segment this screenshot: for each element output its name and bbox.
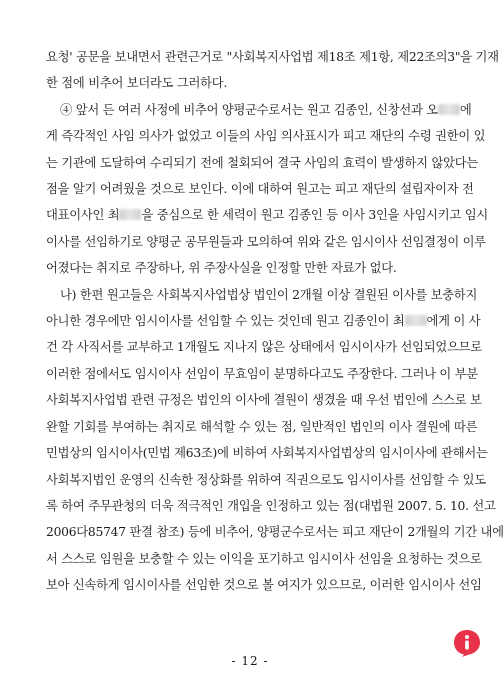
redaction-mark xyxy=(119,209,141,220)
text-line: 아니한 경우에만 임시이사를 선임할 수 있는 것인데 원고 김종인이 최 에게 이 사 xyxy=(46,314,481,329)
text-line: 2006다85747 판결 참조) 등에 비추어, 양평군수로서는 피고 재단이 2개월의 기간 내에 xyxy=(46,525,504,540)
text-line: 민법상의 임시이사(민법 제63조)에 비하여 사회복지사업법상의 임시이사에 관해서는 xyxy=(46,446,488,461)
text-line: 록 하여 주무관청의 더욱 적극적인 개입을 인정하고 있는 점(대법원 2007. 5. 10. 선고 xyxy=(46,498,496,513)
text-line: 나) 한편 원고들은 사회복지사업법상 법인이 2개월 이상 결원된 이사를 보충하지 xyxy=(60,287,478,302)
text-line: ④ 앞서 든 여러 사정에 비추어 양평군수로서는 원고 김종인, 신창선과 오 에 xyxy=(60,102,472,117)
page-number: - 12 - xyxy=(231,654,269,668)
text-line: 한 점에 비추어 보더라도 그러하다. xyxy=(46,76,228,91)
text-line: 대표이사인 최 을 중심으로 한 세력이 원고 김종인 등 이사 3인을 사임시키고 임시 xyxy=(46,208,488,223)
text-line: 완할 기회를 부여하는 취지로 해석할 수 있는 점, 일반적인 법인의 이사 결원에 따른 xyxy=(46,419,478,434)
text-line: 요청' 공문을 보내면서 관련근거로 "사회복지사업법 제18조 제1항, 제22조의3"을 기재 xyxy=(46,50,499,64)
text-line: 사회복지사업법 관련 규정은 법인의 이사에 결원이 생겼을 때 우선 법인에 스스로 보 xyxy=(46,393,482,408)
text-line: 보아 신속하게 임시이사를 선임한 것으로 볼 여지가 있으므로, 이러한 임시이사 선임 xyxy=(46,578,482,593)
text-line: 이러한 점에서도 임시이사 선임이 무효임이 분명하다고도 주장한다. 그러나 이 부분 xyxy=(46,366,478,381)
redaction-mark xyxy=(438,104,460,115)
text-line: 사회복지법인 운영의 신속한 정상화를 위하여 직권으로도 임시이사를 선임할 수 있도 xyxy=(46,472,486,487)
body-text xyxy=(46,44,504,599)
text-line: 어졌다는 취지로 주장하나, 위 주장사실을 인정할 만한 자료가 없다. xyxy=(46,261,397,276)
app-logo-icon xyxy=(452,628,482,658)
text-line: 점을 알기 어려웠을 것으로 보인다. 이에 대하여 원고는 피고 재단의 설립자이자 전 xyxy=(46,182,474,197)
text-line: 는 기관에 도달하여 수리되기 전에 철회되어 결국 사임의 효력이 발생하지 않았다는 xyxy=(46,155,478,170)
text-line: 이사를 선임하기로 양평군 공무원들과 모의하여 위와 같은 임시이사 선임결정이 이루 xyxy=(46,234,486,249)
text-line: 건 각 사직서를 교부하고 1개월도 지나지 않은 상태에서 임시이사가 선임되었으므로 xyxy=(46,340,482,355)
redaction-mark xyxy=(405,315,427,326)
text-line: 서 스스로 임원을 보충할 수 있는 이익을 포기하고 임시이사 선임을 요청하는 것으로 xyxy=(46,551,482,566)
text-line: 게 즉각적인 사임 의사가 없었고 이들의 사임 의사표시가 피고 재단의 수령 권한이 있 xyxy=(46,129,486,144)
